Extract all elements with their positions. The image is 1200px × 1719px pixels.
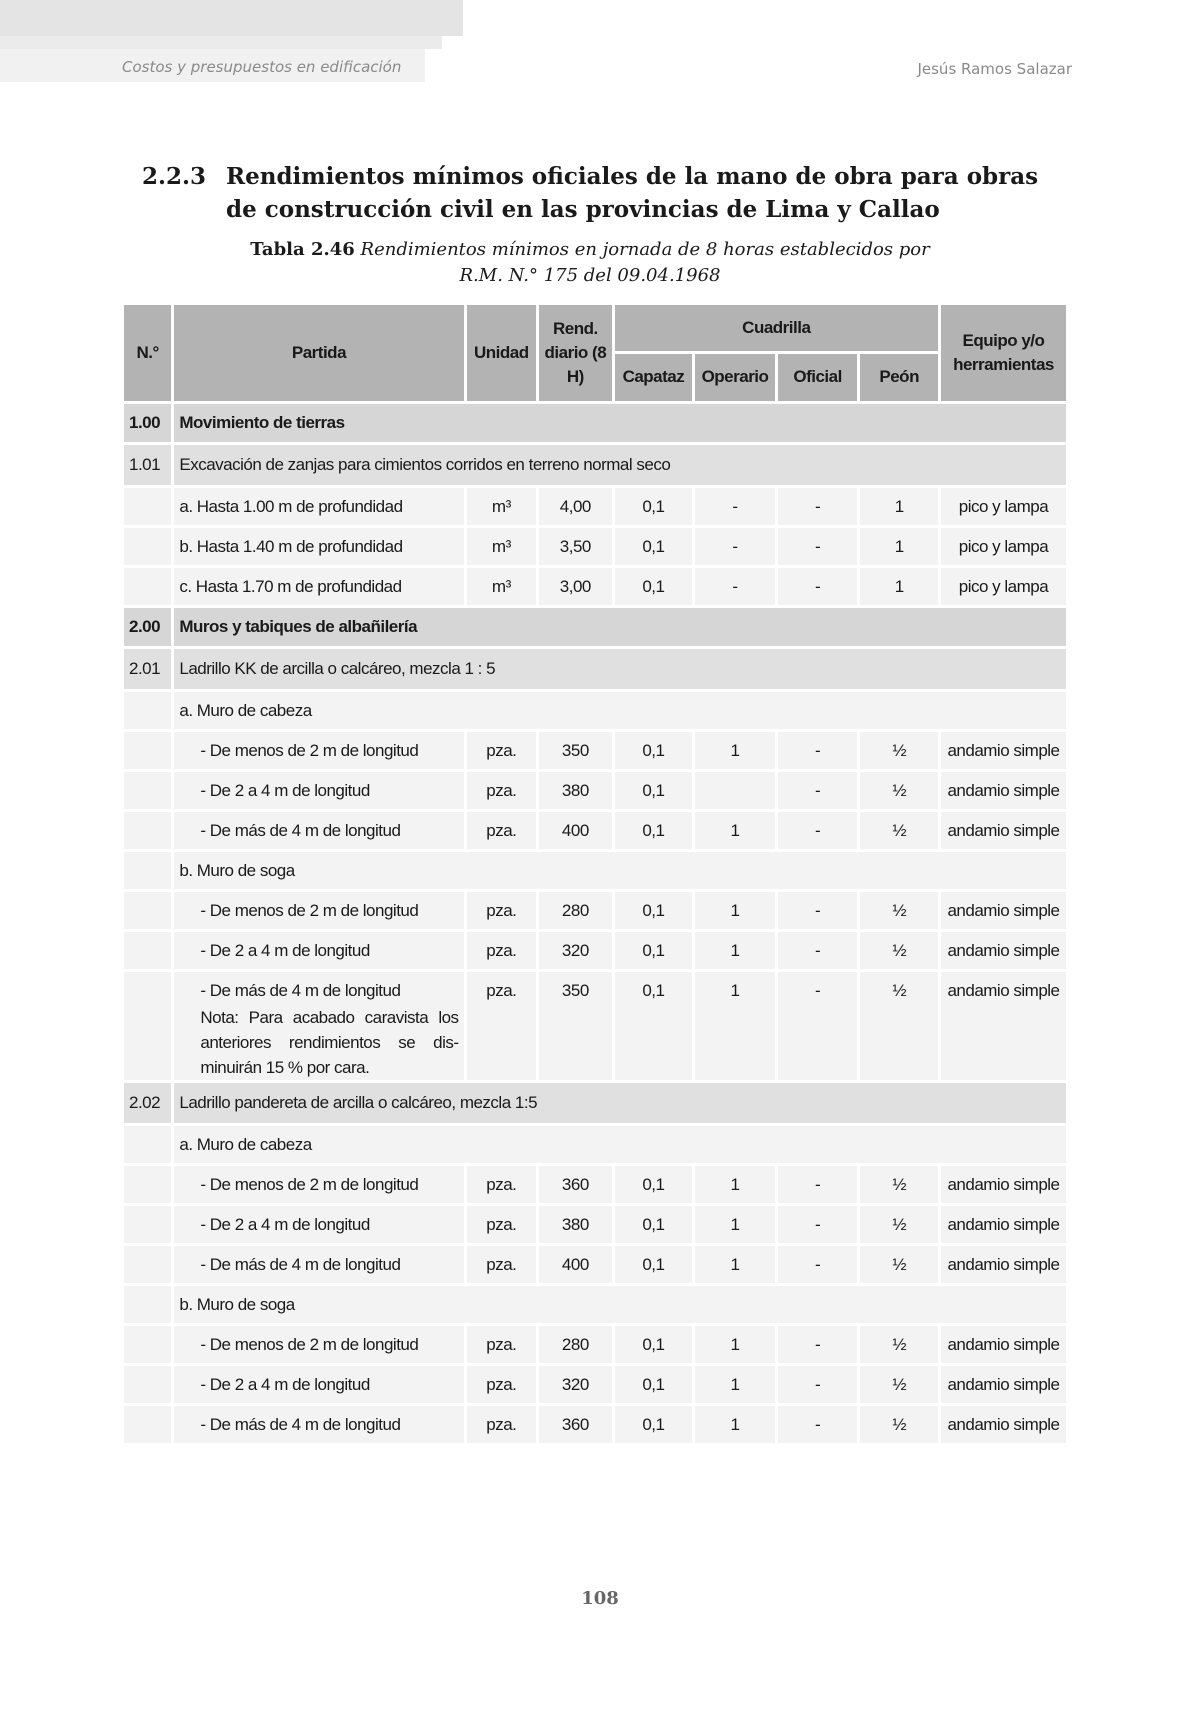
partida-cell [174, 568, 463, 605]
table-body [124, 305, 1066, 1443]
empty-cell [124, 1126, 171, 1163]
partida-cell [174, 528, 463, 565]
rend-cell: 320 [539, 1366, 612, 1403]
rend-cell: 280 [539, 892, 612, 929]
group-number: 1.00 [124, 404, 171, 442]
table-row [124, 1326, 1066, 1363]
partida-text: - De 2 a 4 m de longitud [200, 1374, 370, 1394]
group-row [124, 404, 1066, 442]
page-number: 108 [581, 1588, 619, 1609]
unidad-cell: pza. [467, 1406, 537, 1443]
operario-cell: 1 [695, 1366, 775, 1403]
peon-cell: ½ [860, 1246, 938, 1283]
partida-text: - De 2 a 4 m de longitud [200, 940, 370, 960]
peon-cell: 1 [860, 488, 938, 525]
col-header-peon: Peón [860, 354, 938, 401]
empty-cell [124, 1246, 171, 1283]
empty-cell [124, 488, 171, 525]
capataz-cell: 0,1 [615, 772, 693, 809]
unidad-cell: pza. [467, 1246, 537, 1283]
partida-cell [174, 488, 463, 525]
oficial-cell: - [778, 732, 858, 769]
empty-cell [124, 852, 171, 889]
subgroup-number: 2.01 [124, 649, 171, 689]
capataz-cell: 0,1 [615, 1406, 693, 1443]
table-row [124, 932, 1066, 969]
equipo-cell: pico y lampa [941, 568, 1066, 605]
empty-cell [124, 732, 171, 769]
table-row [124, 528, 1066, 565]
partida-text: - De menos de 2 m de longitud [200, 1174, 419, 1194]
partida-cell [174, 812, 463, 849]
operario-cell: 1 [695, 1206, 775, 1243]
empty-cell [124, 1206, 171, 1243]
empty-cell [124, 972, 171, 1080]
partida-text: a. Hasta 1.00 m de profundidad [179, 496, 403, 516]
equipo-cell: andamio simple [941, 1206, 1066, 1243]
oficial-cell: - [778, 1406, 858, 1443]
partida-text: - De menos de 2 m de longitud [200, 1334, 419, 1354]
unidad-cell: pza. [467, 732, 537, 769]
equipo-cell: andamio simple [941, 1246, 1066, 1283]
equipo-cell: pico y lampa [941, 488, 1066, 525]
equipo-cell: andamio simple [941, 1366, 1066, 1403]
peon-cell: ½ [860, 932, 938, 969]
operario-cell: 1 [695, 1326, 775, 1363]
partida-cell [174, 1246, 463, 1283]
rend-cell: 320 [539, 932, 612, 969]
subgroup-row [124, 1083, 1066, 1123]
equipo-cell: andamio simple [941, 732, 1066, 769]
unidad-cell: pza. [467, 1166, 537, 1203]
caption-text-2: R.M. N.° 175 del 09.04.1968 [459, 265, 721, 286]
col-header-n: N.° [124, 305, 171, 401]
subgroup-row [124, 649, 1066, 689]
subgroup-number: 1.01 [124, 445, 171, 485]
peon-cell: ½ [860, 812, 938, 849]
unidad-cell: pza. [467, 972, 537, 1080]
peon-cell: ½ [860, 732, 938, 769]
empty-cell [124, 692, 171, 729]
subsection-row [124, 1286, 1066, 1323]
unidad-cell: pza. [467, 1326, 537, 1363]
oficial-cell: - [778, 772, 858, 809]
group-label: Movimiento de tierras [174, 404, 1066, 442]
capataz-cell: 0,1 [615, 932, 693, 969]
subsection-label: b. Muro de soga [174, 1286, 1066, 1323]
col-header-unidad: Unidad [467, 305, 537, 401]
partida-text: - De menos de 2 m de longitud [200, 900, 419, 920]
unidad-cell: pza. [467, 812, 537, 849]
empty-cell [124, 932, 171, 969]
unidad-cell: pza. [467, 932, 537, 969]
oficial-cell: - [778, 1166, 858, 1203]
peon-cell: ½ [860, 1406, 938, 1443]
table-row [124, 892, 1066, 929]
col-header-capataz: Capataz [615, 354, 693, 401]
rend-cell: 380 [539, 1206, 612, 1243]
subsection-row [124, 692, 1066, 729]
peon-cell: 1 [860, 568, 938, 605]
operario-cell: - [695, 568, 775, 605]
capataz-cell: 0,1 [615, 568, 693, 605]
operario-cell: - [695, 528, 775, 565]
partida-text: - De menos de 2 m de longitud [200, 740, 419, 760]
empty-cell [124, 772, 171, 809]
partida-text: - De más de 4 m de longitud [200, 981, 401, 1000]
empty-cell [124, 528, 171, 565]
rend-cell: 3,50 [539, 528, 612, 565]
partida-text: - De más de 4 m de longitud [200, 1254, 401, 1274]
operario-cell: - [695, 488, 775, 525]
unidad-cell: m³ [467, 528, 537, 565]
empty-cell [124, 1286, 171, 1323]
table-row [124, 772, 1066, 809]
equipo-cell: andamio simple [941, 932, 1066, 969]
oficial-cell: - [778, 892, 858, 929]
col-header-operario: Operario [695, 354, 775, 401]
col-header-partida: Partida [174, 305, 463, 401]
partida-cell [174, 932, 463, 969]
equipo-cell: andamio simple [941, 972, 1066, 1080]
section-title-line1: Rendimientos mínimos oficiales de la mano de obra para obras [226, 163, 1039, 190]
empty-cell [124, 1326, 171, 1363]
capataz-cell: 0,1 [615, 528, 693, 565]
rendimientos-table [121, 302, 1069, 1446]
col-header-oficial: Oficial [778, 354, 858, 401]
peon-cell: ½ [860, 892, 938, 929]
running-header-author: Jesús Ramos Salazar [917, 60, 1072, 78]
running-header-title: Costos y presupuestos en edificación [122, 58, 402, 76]
oficial-cell: - [778, 1206, 858, 1243]
group-row [124, 608, 1066, 646]
partida-text: - De más de 4 m de longitud [200, 1414, 401, 1434]
subgroup-label: Ladrillo pandereta de arcilla o calcáreo, mezcla 1:5 [174, 1083, 1066, 1123]
rend-cell: 360 [539, 1406, 612, 1443]
peon-cell: ½ [860, 1166, 938, 1203]
empty-cell [124, 1166, 171, 1203]
oficial-cell: - [778, 568, 858, 605]
header-decor-bar [0, 0, 463, 36]
section-number: 2.2.3 [142, 163, 207, 190]
operario-cell: 1 [695, 812, 775, 849]
empty-cell [124, 1366, 171, 1403]
partida-text: - De 2 a 4 m de longitud [200, 1214, 370, 1234]
rend-cell: 400 [539, 812, 612, 849]
operario-cell: 1 [695, 1406, 775, 1443]
peon-cell: ½ [860, 1366, 938, 1403]
empty-cell [124, 812, 171, 849]
capataz-cell: 0,1 [615, 1246, 693, 1283]
table-row [124, 732, 1066, 769]
oficial-cell: - [778, 488, 858, 525]
subsection-label: b. Muro de soga [174, 852, 1066, 889]
rend-cell: 380 [539, 772, 612, 809]
header-row [124, 305, 1066, 351]
capataz-cell: 0,1 [615, 1166, 693, 1203]
subgroup-label: Ladrillo KK de arcilla o calcáreo, mezcla 1 : 5 [174, 649, 1066, 689]
unidad-cell: pza. [467, 1366, 537, 1403]
partida-text: c. Hasta 1.70 m de profundidad [179, 576, 402, 596]
table-row [124, 812, 1066, 849]
col-header-cuadrilla: Cuadrilla [615, 305, 938, 351]
note-text: Nota: Para acabado caravista los anteriores rendimientos se dis- minuirán 15 % por cara. [200, 1008, 459, 1077]
caption-label: Tabla 2.46 [250, 239, 355, 260]
subsection-label: a. Muro de cabeza [174, 1126, 1066, 1163]
rend-cell: 280 [539, 1326, 612, 1363]
unidad-cell: m³ [467, 568, 537, 605]
subgroup-label: Excavación de zanjas para cimientos corridos en terreno normal seco [174, 445, 1066, 485]
rend-cell: 4,00 [539, 488, 612, 525]
partida-text: - De más de 4 m de longitud [200, 820, 401, 840]
oficial-cell: - [778, 972, 858, 1080]
empty-cell [124, 892, 171, 929]
partida-cell [174, 772, 463, 809]
unidad-cell: m³ [467, 488, 537, 525]
oficial-cell: - [778, 812, 858, 849]
table-row [124, 1366, 1066, 1403]
rend-cell: 360 [539, 1166, 612, 1203]
col-header-equipo: Equipo y/o herramientas [941, 305, 1066, 401]
partida-cell [174, 972, 463, 1080]
table-row [124, 1206, 1066, 1243]
table-row [124, 1406, 1066, 1443]
partida-cell [174, 1206, 463, 1243]
caption-text-1: Rendimientos mínimos en jornada de 8 horas establecidos por [360, 239, 930, 260]
capataz-cell: 0,1 [615, 1206, 693, 1243]
capataz-cell: 0,1 [615, 732, 693, 769]
equipo-cell: pico y lampa [941, 528, 1066, 565]
operario-cell: 1 [695, 1166, 775, 1203]
table-row [124, 972, 1066, 1080]
peon-cell: ½ [860, 772, 938, 809]
partida-cell [174, 732, 463, 769]
equipo-cell: andamio simple [941, 892, 1066, 929]
section-heading [142, 160, 1082, 226]
capataz-cell: 0,1 [615, 972, 693, 1080]
partida-cell [174, 892, 463, 929]
oficial-cell: - [778, 932, 858, 969]
rend-cell: 350 [539, 732, 612, 769]
peon-cell: ½ [860, 1206, 938, 1243]
subgroup-number: 2.02 [124, 1083, 171, 1123]
equipo-cell: andamio simple [941, 1406, 1066, 1443]
section-title-line2: de construcción civil en las provincias de Lima y Callao [226, 196, 940, 223]
operario-cell: 1 [695, 1246, 775, 1283]
table-caption [220, 237, 960, 289]
table-row [124, 1246, 1066, 1283]
peon-cell: ½ [860, 972, 938, 1080]
operario-cell: 1 [695, 932, 775, 969]
subsection-row [124, 852, 1066, 889]
peon-cell: 1 [860, 528, 938, 565]
capataz-cell: 0,1 [615, 1326, 693, 1363]
subsection-row [124, 1126, 1066, 1163]
group-number: 2.00 [124, 608, 171, 646]
equipo-cell: andamio simple [941, 1326, 1066, 1363]
capataz-cell: 0,1 [615, 892, 693, 929]
oficial-cell: - [778, 1246, 858, 1283]
partida-cell [174, 1406, 463, 1443]
group-label: Muros y tabiques de albañilería [174, 608, 1066, 646]
operario-cell: 1 [695, 972, 775, 1080]
rend-cell: 400 [539, 1246, 612, 1283]
operario-cell: 1 [695, 732, 775, 769]
capataz-cell: 0,1 [615, 812, 693, 849]
capataz-cell: 0,1 [615, 1366, 693, 1403]
oficial-cell: - [778, 1326, 858, 1363]
table-row [124, 568, 1066, 605]
capataz-cell: 0,1 [615, 488, 693, 525]
empty-cell [124, 1406, 171, 1443]
operario-cell [695, 772, 775, 809]
table-row [124, 1166, 1066, 1203]
rend-cell: 350 [539, 972, 612, 1080]
oficial-cell: - [778, 528, 858, 565]
empty-cell [124, 568, 171, 605]
partida-text: - De 2 a 4 m de longitud [200, 780, 370, 800]
peon-cell: ½ [860, 1326, 938, 1363]
partida-cell [174, 1366, 463, 1403]
equipo-cell: andamio simple [941, 772, 1066, 809]
rend-cell: 3,00 [539, 568, 612, 605]
subgroup-row [124, 445, 1066, 485]
subsection-label: a. Muro de cabeza [174, 692, 1066, 729]
equipo-cell: andamio simple [941, 1166, 1066, 1203]
table-row [124, 488, 1066, 525]
header-decor-bar [0, 36, 442, 49]
unidad-cell: pza. [467, 1206, 537, 1243]
operario-cell: 1 [695, 892, 775, 929]
unidad-cell: pza. [467, 772, 537, 809]
unidad-cell: pza. [467, 892, 537, 929]
partida-text: b. Hasta 1.40 m de profundidad [179, 536, 403, 556]
partida-cell [174, 1166, 463, 1203]
equipo-cell: andamio simple [941, 812, 1066, 849]
col-header-rend: Rend. diario (8 H) [539, 305, 612, 401]
partida-cell [174, 1326, 463, 1363]
oficial-cell: - [778, 1366, 858, 1403]
